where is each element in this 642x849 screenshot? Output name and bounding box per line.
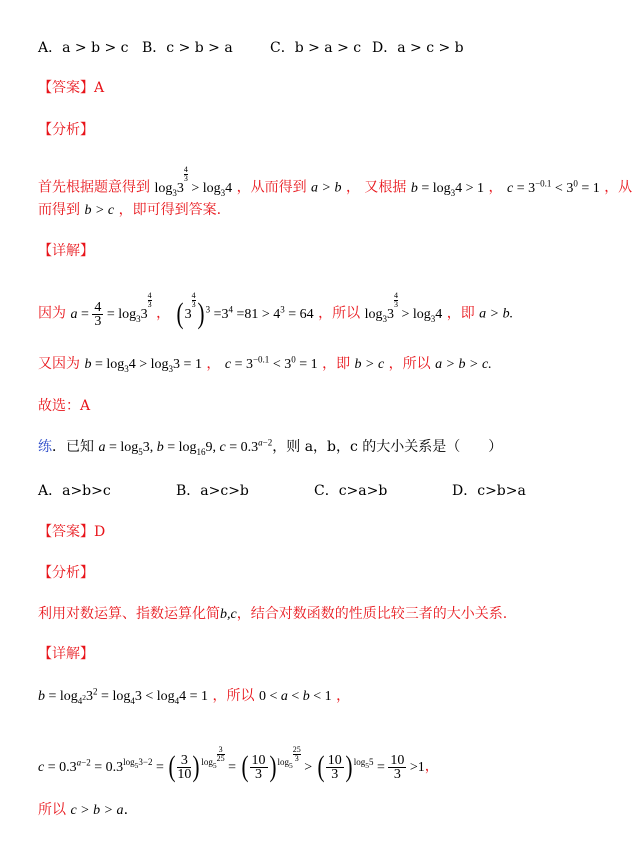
detail1-formula-ab: a > b. <box>479 306 514 322</box>
exercise-formula: $a = \log_53$, $b = \log_{16}9$, $c = 0.3^{a-2}$ <box>98 437 273 457</box>
analysis1-formula-b: $b = \log_34 > 1$ <box>410 180 485 198</box>
detail1-formula-c: $c = 3^{-0.1} < 3^0 = 1$ <box>224 354 318 372</box>
detail2-formula-cba: c > b > a <box>70 803 124 818</box>
choose-label-1: 故选：A <box>38 398 91 414</box>
detail1-text: 又因为 <box>38 356 80 372</box>
analysis1-line2 <box>38 200 221 221</box>
analysis1-text: ， <box>488 179 503 196</box>
detail1-line1 <box>38 292 513 329</box>
q1-option-c: C．b > a > c <box>270 40 362 56</box>
detail1-text: ， <box>206 356 221 372</box>
detail1-formula-bc: b > c <box>354 357 385 372</box>
analysis2-text: 利用对数运算、指数运算化简 <box>38 606 220 622</box>
answer-label-1: 【答案】A <box>38 80 105 96</box>
detail1-text: ，即 <box>446 305 475 322</box>
detail1-formula-b: $b = \log_34 > \log_33 = 1$ <box>84 357 202 374</box>
detail-label-1: 【详解】 <box>38 243 94 259</box>
exercise-prefix: 练 <box>38 439 52 455</box>
detail2-text: ， <box>424 758 439 775</box>
detail2-formula-b: $b = \log_{4^2}3^2 = \log_43 < \log_44 = 1$ <box>38 686 209 706</box>
detail2-formula-range: 0 < a < b < 1 <box>258 689 332 704</box>
detail1-line2 <box>38 354 492 375</box>
detail2-line2 <box>38 746 439 782</box>
analysis1-formula-bc: b > c <box>84 203 115 218</box>
analysis-label-1: 【分析】 <box>38 122 94 138</box>
exercise-text: ．已知 <box>52 439 94 455</box>
detail2-period: . <box>123 802 129 818</box>
analysis2-formula: b,c <box>220 607 237 622</box>
detail1-text: ，所以 <box>388 356 431 372</box>
detail1-text: ，即 <box>322 356 351 372</box>
analysis1-formula-ab: a > b <box>311 180 342 196</box>
exercise-question <box>38 437 502 458</box>
analysis1-line1 <box>38 166 632 199</box>
detail1-formula-abc: a > b > c. <box>435 357 492 372</box>
analysis1-text: ， 又根据 <box>345 179 407 196</box>
exercise-option-b: B．a>c>b <box>176 483 249 499</box>
detail2-text: ， <box>336 688 351 704</box>
detail2-formula-c: $c = 0.3^{a-2} = 0.3^{log_53-2}$ = ( $\frac{3}{10}$ ) $^{log_5 \frac{3}{25}}$ = ( $\frac{10}{3}$ ) $^{log_5 \frac{25}{3}}$ > ( $\frac{10}{3}$ ) $^{log_55}$ = $\frac{10}{3}$ >1 <box>38 745 425 784</box>
exercise-option-c: C．c>a>b <box>314 483 388 499</box>
answer-label-2: 【答案】D <box>38 524 106 540</box>
detail1-text: 因为 <box>38 305 66 322</box>
detail2-text: 所以 <box>38 802 66 818</box>
analysis2-text: ，结合对数函数的性质比较三者的大小关系. <box>236 606 508 622</box>
analysis1-text: 首先根据题意得到 <box>38 179 150 196</box>
exercise-option-d: D．c>b>a <box>452 483 526 499</box>
analysis1-formula-log: $\log_33$ $^{\frac{4}{3}}$ > $\log_34$ <box>154 165 233 198</box>
exercise-text: ，则 a，b，c 的大小关系是（ ） <box>272 439 503 455</box>
detail1-formula-power: ( 3 $^{\frac{4}{3}}$ ) $^3 =3^4 =81 > 4^3 = 64$ <box>176 291 314 331</box>
analysis2-line <box>38 604 507 625</box>
q1-option-a: A．a > b > c <box>38 40 129 56</box>
exercise-option-a: A．a>b>c <box>38 483 111 499</box>
detail1-formula-log: $\log_33$ $^{\frac{4}{3}}$ > $\log_34$ <box>364 291 443 324</box>
analysis-label-2: 【分析】 <box>38 565 94 581</box>
detail1-text: ， <box>156 305 171 322</box>
detail2-line1 <box>38 686 350 707</box>
analysis1-text: ，即可得到答案. <box>118 202 222 218</box>
detail2-line3 <box>38 800 128 821</box>
detail-label-2: 【详解】 <box>38 646 94 662</box>
analysis1-text: ，从而得到 <box>236 179 307 196</box>
q1-option-b: B．c > b > a <box>142 40 233 56</box>
detail1-text: ，所以 <box>318 305 361 322</box>
analysis1-text: 而得到 <box>38 202 80 218</box>
analysis1-formula-c: $c = 3^{-0.1} < 3^0 = 1$ <box>506 177 600 196</box>
detail2-text: ，所以 <box>212 688 255 704</box>
q1-option-d: D．a > c > b <box>372 40 464 56</box>
detail1-formula-a: a = $\frac{4}{3}$ = $\log_33$ $^{\frac{4}{3}}$ <box>70 291 152 329</box>
analysis1-text: ，从 <box>604 179 633 196</box>
